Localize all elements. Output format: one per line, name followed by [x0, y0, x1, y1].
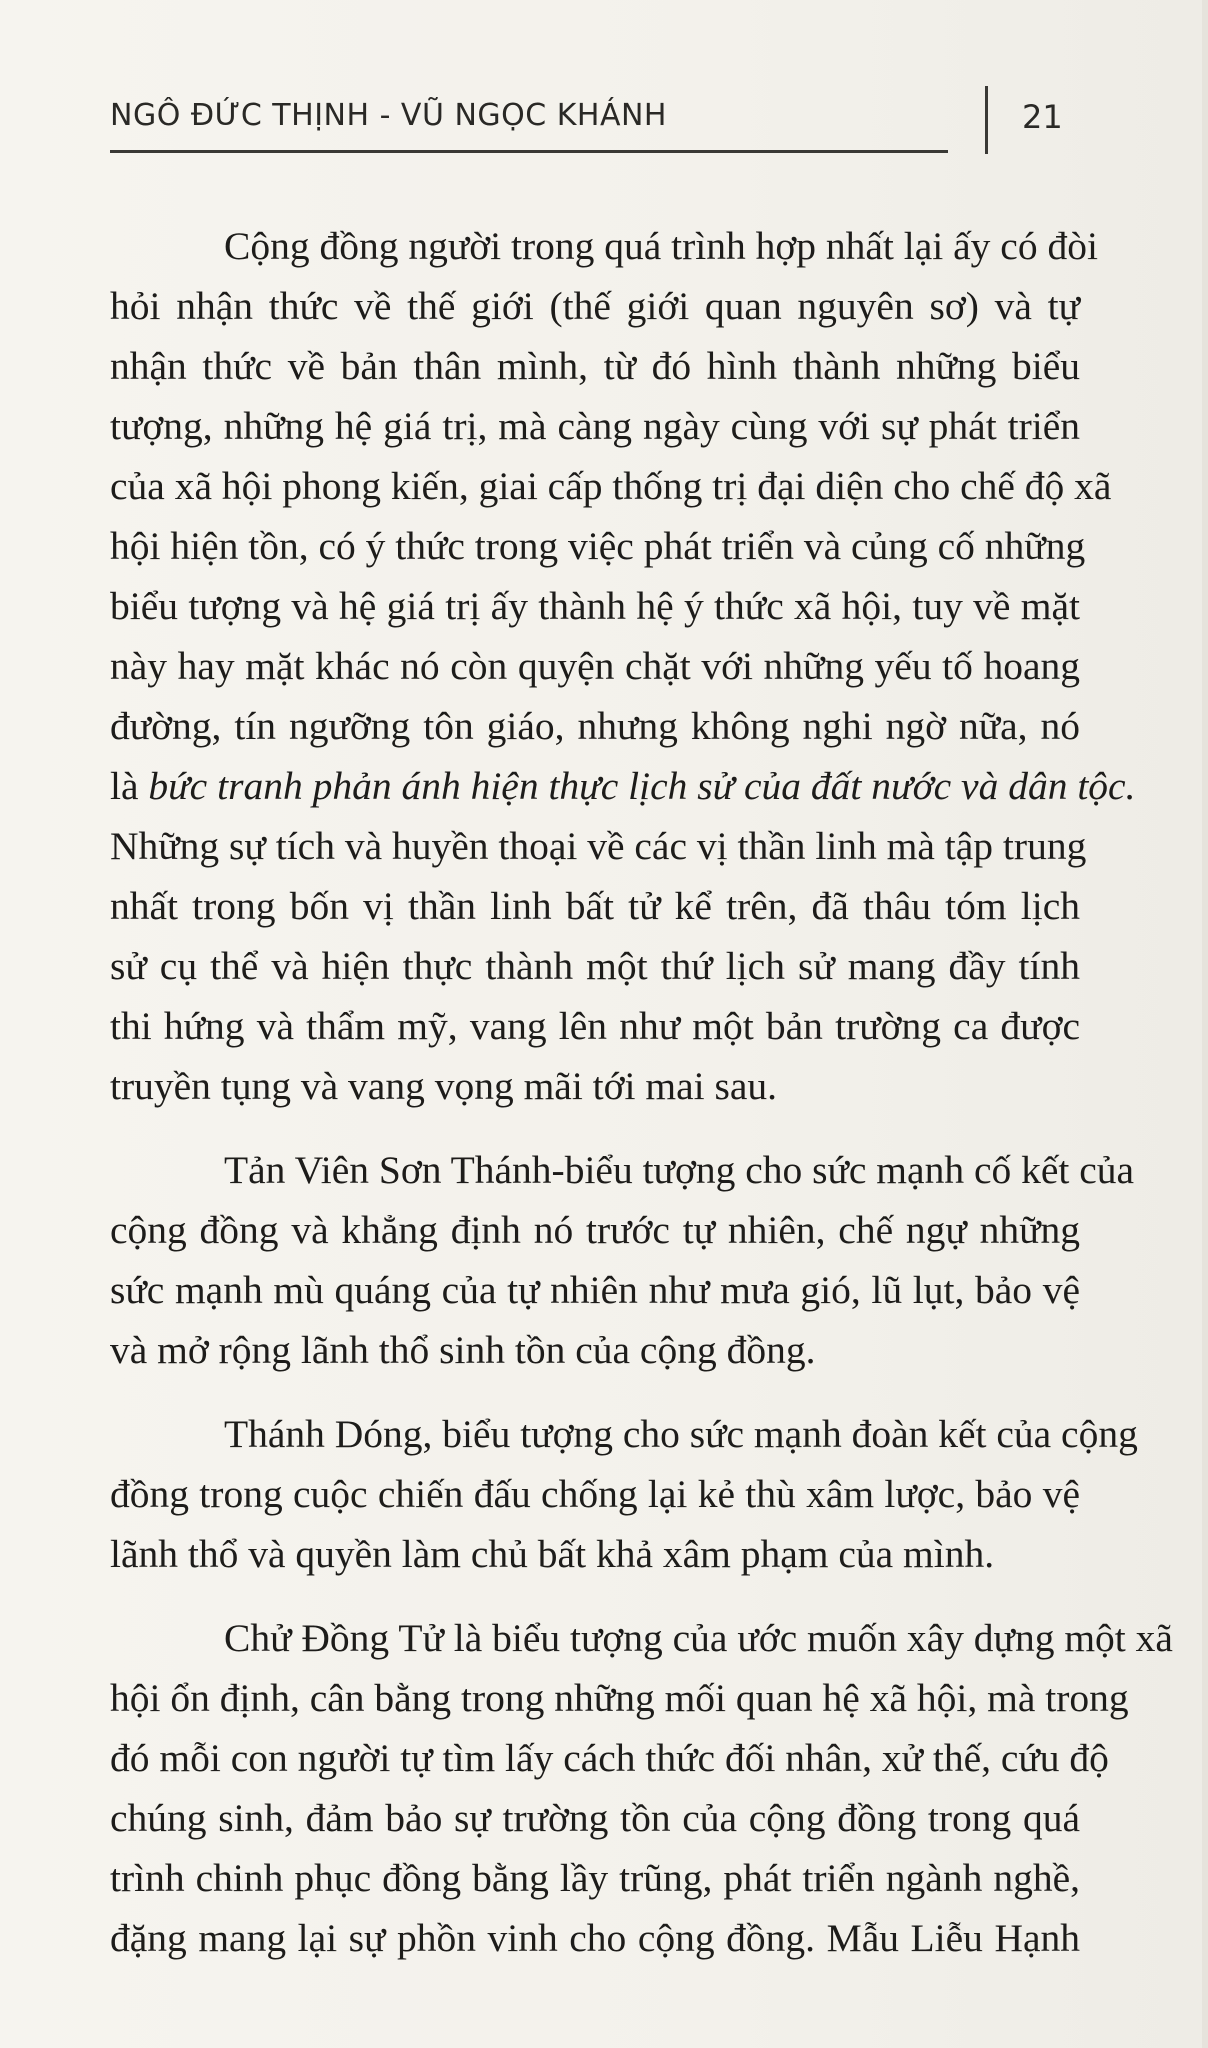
text-line: Cộng đồng người trong quá trình hợp nhất lại ấy có đòi	[224, 224, 1098, 268]
text-line: hỏi nhận thức về thế giới (thế giới quan nguyên sơ) và tự	[110, 284, 1080, 328]
header-rule	[110, 150, 948, 153]
italic-emphasis: bức tranh phản ánh hiện thực lịch sử của đất nước và dân tộc.	[148, 764, 1136, 808]
text-line: lãnh thổ và quyền làm chủ bất khả xâm phạm của mình.	[110, 1532, 995, 1576]
text-line: thi hứng và thẩm mỹ, vang lên như một bản trường ca được	[110, 1004, 1080, 1048]
text-line-emphasis	[110, 756, 1136, 816]
text-line: truyền tụng và vang vọng mãi tới mai sau.	[110, 1064, 778, 1108]
text-line: tượng, những hệ giá trị, mà càng ngày cùng với sự phát triển	[110, 404, 1080, 448]
paragraph	[110, 216, 1136, 1116]
text-line: Thánh Dóng, biểu tượng cho sức mạnh đoàn kết của cộng	[224, 1412, 1138, 1456]
paragraph	[110, 1140, 1135, 1380]
text-line: cộng đồng và khẳng định nó trước tự nhiên, chế ngự những	[110, 1208, 1080, 1252]
body-text	[110, 216, 1173, 1968]
page-number: 21	[1022, 98, 1063, 136]
running-head: NGÔ ĐỨC THỊNH - VŨ NGỌC KHÁNH	[110, 98, 667, 133]
text-line: đường, tín ngưỡng tôn giáo, nhưng không nghi ngờ nữa, nó	[110, 704, 1080, 748]
text-line: của xã hội phong kiến, giai cấp thống trị đại diện cho chế độ xã	[110, 464, 1112, 508]
text-line: sức mạnh mù quáng của tự nhiên như mưa gió, lũ lụt, bảo vệ	[110, 1268, 1080, 1312]
text-line: hội hiện tồn, có ý thức trong việc phát triển và củng cố những	[110, 524, 1086, 568]
text-line: Những sự tích và huyền thoại về các vị thần linh mà tập trung	[110, 824, 1087, 868]
text-line: nhận thức về bản thân mình, từ đó hình thành những biểu	[110, 344, 1080, 388]
header-divider	[985, 86, 988, 154]
paragraph	[110, 1608, 1173, 1968]
text-line: hội ổn định, cân bằng trong những mối quan hệ xã hội, mà trong	[110, 1676, 1129, 1720]
text-line: nhất trong bốn vị thần linh bất tử kể trên, đã thâu tóm lịch	[110, 884, 1080, 928]
text-line: chúng sinh, đảm bảo sự trường tồn của cộng đồng trong quá	[110, 1796, 1080, 1840]
text-line: sử cụ thể và hiện thực thành một thứ lịch sử mang đầy tính	[110, 944, 1080, 988]
text-line: và mở rộng lãnh thổ sinh tồn của cộng đồng.	[110, 1328, 816, 1372]
line-prefix: là	[110, 764, 149, 808]
text-line: này hay mặt khác nó còn quyện chặt với những yếu tố hoang	[110, 644, 1080, 688]
text-line: đồng trong cuộc chiến đấu chống lại kẻ thù xâm lược, bảo vệ	[110, 1472, 1080, 1516]
text-line: biểu tượng và hệ giá trị ấy thành hệ ý thức xã hội, tuy về mặt	[110, 584, 1080, 628]
text-line: đặng mang lại sự phồn vinh cho cộng đồng. Mẫu Liễu Hạnh	[110, 1916, 1080, 1960]
text-line: đó mỗi con người tự tìm lấy cách thức đối nhân, xử thế, cứu độ	[110, 1736, 1109, 1780]
text-line: Chử Đồng Tử là biểu tượng của ước muốn xây dựng một xã	[224, 1616, 1173, 1660]
page-edge	[1202, 0, 1208, 2048]
text-line: trình chinh phục đồng bằng lầy trũng, phát triển ngành nghề,	[110, 1856, 1080, 1900]
paragraph	[110, 1404, 1138, 1584]
text-line: Tản Viên Sơn Thánh-biểu tượng cho sức mạnh cố kết của	[224, 1148, 1135, 1192]
